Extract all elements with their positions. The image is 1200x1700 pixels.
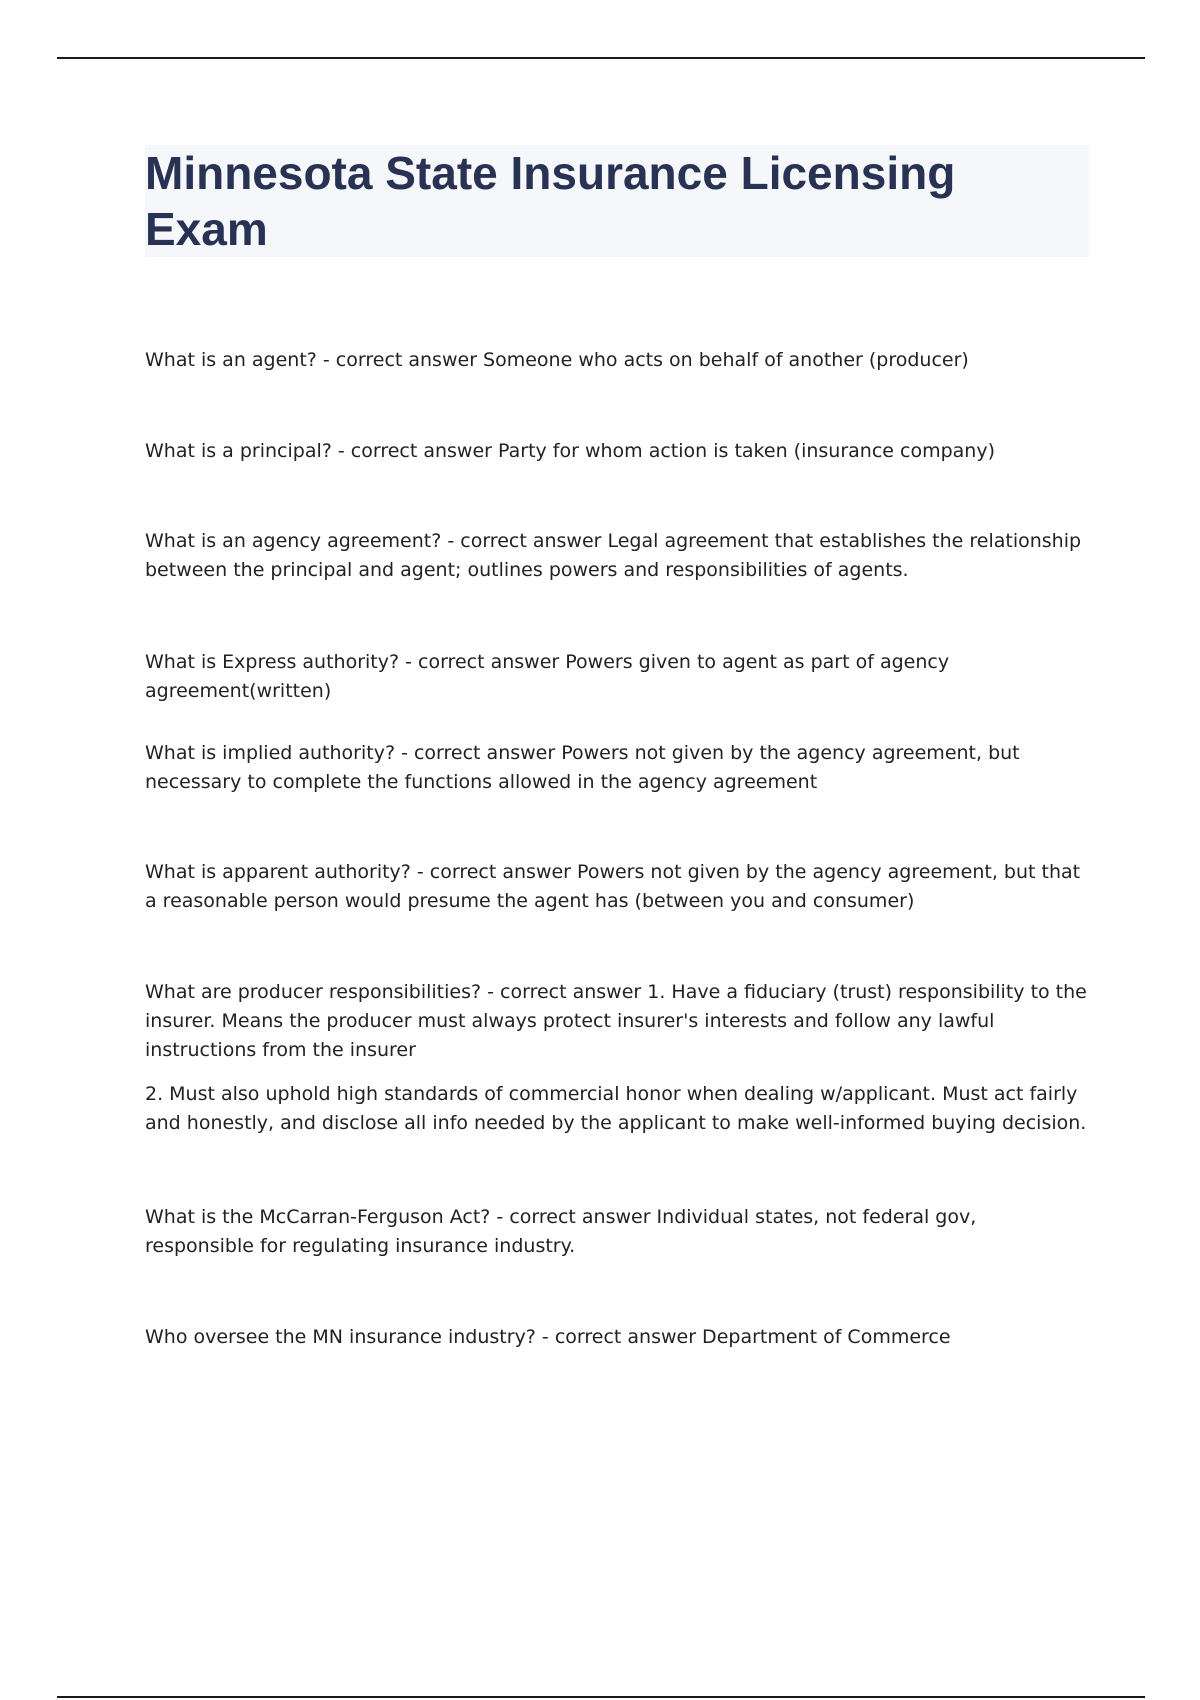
qa-continuation: 2. Must also uphold high standards of commercial honor when dealing w/applicant. Must act fairly and honestly, and disclose all info needed by the applicant to make well-informed buying decision.: [145, 1083, 1087, 1134]
qa-text: What is an agency agreement? - correct answer Legal agreement that establishes the relationship between the principal and agent; outlines powers and responsibilities of agents.: [145, 530, 1082, 581]
document-title: Minnesota State Insurance Licensing Exam: [145, 147, 956, 255]
qa-item-mccarran-ferguson: [145, 1203, 1090, 1261]
qa-item-agency-agreement: [145, 527, 1090, 585]
title-banner: [145, 145, 1089, 257]
top-divider: [57, 57, 1145, 59]
qa-text: What is apparent authority? - correct answer Powers not given by the agency agreement, but that a reasonable person would presume the agent has (between you and consumer): [145, 861, 1081, 912]
qa-text: What is a principal? - correct answer Party for whom action is taken (insurance company): [145, 440, 995, 462]
qa-item-principal: [145, 437, 1090, 466]
bottom-divider: [57, 1696, 1145, 1698]
qa-text: What is an agent? - correct answer Someone who acts on behalf of another (producer): [145, 349, 969, 371]
qa-item-apparent-authority: [145, 858, 1090, 916]
qa-text: What is Express authority? - correct answer Powers given to agent as part of agency agreement(written): [145, 651, 950, 702]
qa-item-express-authority: [145, 648, 1090, 706]
qa-text: What are producer responsibilities? - correct answer 1. Have a fiduciary (trust) responsibility to the insurer. Means the producer must always protect insurer's interests and follow any lawful instructions from the insurer: [145, 981, 1087, 1061]
qa-item-producer-responsibilities: [145, 978, 1090, 1138]
qa-text: What is implied authority? - correct answer Powers not given by the agency agreement, but necessary to complete the functions allowed in the agency agreement: [145, 742, 1020, 793]
qa-item-mn-oversight: [145, 1323, 1090, 1352]
qa-text: What is the McCarran-Ferguson Act? - correct answer Individual states, not federal gov, responsible for regulating insurance industry.: [145, 1206, 977, 1257]
qa-text: Who oversee the MN insurance industry? - correct answer Department of Commerce: [145, 1326, 951, 1348]
qa-item-agent: [145, 346, 1090, 375]
qa-item-implied-authority: [145, 739, 1090, 797]
